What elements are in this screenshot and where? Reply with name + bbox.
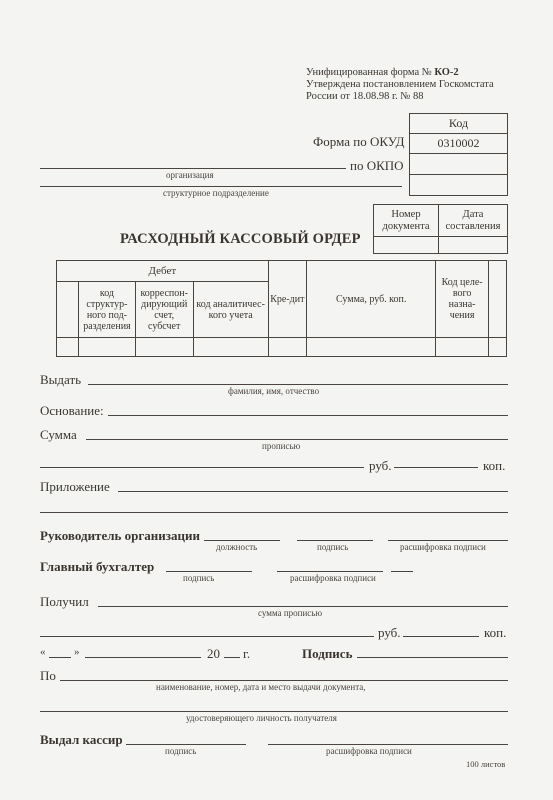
- issue-to-line[interactable]: [88, 384, 508, 385]
- signature-caption: подпись: [183, 573, 215, 583]
- kredit-header: Кре-дит: [268, 261, 306, 338]
- basis-line[interactable]: [108, 415, 508, 416]
- doc-number-header: Номер документа: [374, 205, 439, 237]
- received-label: Получил: [40, 594, 89, 609]
- attachment-label: Приложение: [40, 479, 110, 494]
- chief-accountant-signature-line[interactable]: [166, 571, 252, 572]
- director-label: Руководитель организации: [40, 528, 200, 543]
- in-words-caption: прописью: [262, 441, 301, 451]
- department-caption: структурное подразделение: [163, 188, 269, 198]
- blank-subcolumn: [57, 282, 79, 338]
- director-signature-line[interactable]: [297, 540, 373, 541]
- basis-label: Основание:: [40, 403, 104, 418]
- form-number-line: Унифицированная форма № КО-2: [306, 67, 459, 78]
- document-line[interactable]: [60, 680, 508, 681]
- amount-in-words-caption: сумма прописью: [258, 608, 323, 618]
- decoding-caption: расшифровка подписи: [400, 542, 486, 552]
- form-code: КО-2: [434, 67, 459, 78]
- okpo-value[interactable]: [410, 154, 508, 175]
- year-suffix: г.: [243, 646, 251, 661]
- chief-accountant-extra-line[interactable]: [391, 571, 413, 572]
- kop-label: коп.: [484, 625, 507, 640]
- received-line[interactable]: [98, 606, 508, 607]
- amount-line-2[interactable]: [40, 467, 364, 468]
- year-prefix: 20: [207, 646, 220, 661]
- document-caption: наименование, номер, дата и место выдачи документа,: [156, 682, 366, 692]
- rub-label: руб.: [378, 625, 401, 640]
- cell-purpose-code[interactable]: [436, 338, 488, 357]
- document-title: РАСХОДНЫЙ КАССОВЫЙ ОРДЕР: [120, 231, 361, 247]
- document-line-2[interactable]: [40, 711, 508, 712]
- cell-kredit[interactable]: [268, 338, 306, 357]
- signature-label: Подпись: [302, 646, 353, 661]
- received-line-2[interactable]: [40, 636, 374, 637]
- cell-dept-code[interactable]: [79, 338, 136, 357]
- doc-date-header: Дата составления: [439, 205, 508, 237]
- day-line[interactable]: [49, 657, 71, 658]
- accounting-table: [56, 260, 507, 357]
- issue-to-label: Выдать: [40, 372, 82, 387]
- cashier-signature-line[interactable]: [126, 744, 246, 745]
- date-close-quote: »: [74, 646, 80, 658]
- attachment-line-2[interactable]: [40, 512, 508, 513]
- decoding-caption: расшифровка подписи: [326, 746, 412, 756]
- cell-blank[interactable]: [57, 338, 79, 357]
- amount-label: Сумма: [40, 427, 77, 442]
- kop-label: коп.: [483, 458, 506, 473]
- cashier-decoding-line[interactable]: [268, 744, 508, 745]
- kop-line[interactable]: [394, 467, 478, 468]
- form-header: [306, 67, 494, 103]
- dept-code-header: код структур-ного под-разделения: [79, 282, 136, 338]
- cell-sum[interactable]: [306, 338, 436, 357]
- purpose-code-header: Код целе-вого назна-чения: [436, 261, 488, 338]
- year-line[interactable]: [224, 657, 240, 658]
- amount-line[interactable]: [86, 439, 508, 440]
- extra-column: [488, 261, 506, 338]
- analytic-code-header: код аналитичес-кого учета: [193, 282, 268, 338]
- department-line[interactable]: [40, 186, 402, 187]
- okpo-label: по ОКПО: [350, 158, 404, 173]
- rub-label: руб.: [369, 458, 392, 473]
- kop-line[interactable]: [403, 636, 479, 637]
- doc-number-value[interactable]: [374, 237, 439, 254]
- cashier-label: Выдал кассир: [40, 732, 123, 747]
- approval-date-line: России от 18.08.98 г. № 88: [306, 91, 424, 102]
- okud-label: Форма по ОКУД: [313, 134, 405, 149]
- corr-account-header: корреспон-дирующий счет, субсчет: [135, 282, 193, 338]
- signature-caption: подпись: [165, 746, 197, 756]
- cell-analytic-code[interactable]: [193, 338, 268, 357]
- doc-number-box: [373, 204, 508, 254]
- doc-date-value[interactable]: [439, 237, 508, 254]
- decoding-caption: расшифровка подписи: [290, 573, 376, 583]
- fio-caption: фамилия, имя, отчество: [228, 386, 320, 396]
- code-header: Код: [410, 114, 508, 134]
- organization-caption: организация: [166, 170, 214, 180]
- receiver-signature-line[interactable]: [357, 657, 508, 658]
- okud-value[interactable]: 0310002: [410, 134, 508, 154]
- table-row: [57, 338, 507, 357]
- chief-accountant-decoding-line[interactable]: [277, 571, 383, 572]
- organization-line[interactable]: [40, 168, 346, 169]
- sheet-count: 100 листов: [466, 759, 506, 769]
- signature-caption: подпись: [317, 542, 349, 552]
- identity-caption: удостоверяющего личность получателя: [186, 713, 337, 723]
- debet-header: Дебет: [57, 261, 269, 282]
- sum-header: Сумма, руб. коп.: [306, 261, 436, 338]
- dept-code-value[interactable]: [410, 175, 508, 196]
- approval-line: Утверждена постановлением Госкомстата: [306, 79, 494, 90]
- by-document-label: По: [40, 668, 56, 683]
- director-position-line[interactable]: [204, 540, 280, 541]
- code-box: [409, 113, 508, 196]
- attachment-line[interactable]: [118, 491, 508, 492]
- cell-corr-account[interactable]: [135, 338, 193, 357]
- month-line[interactable]: [85, 657, 201, 658]
- chief-accountant-label: Главный бухгалтер: [40, 559, 155, 574]
- date-open-quote: «: [40, 646, 46, 658]
- director-decoding-line[interactable]: [388, 540, 508, 541]
- position-caption: должность: [216, 542, 258, 552]
- cell-extra[interactable]: [488, 338, 506, 357]
